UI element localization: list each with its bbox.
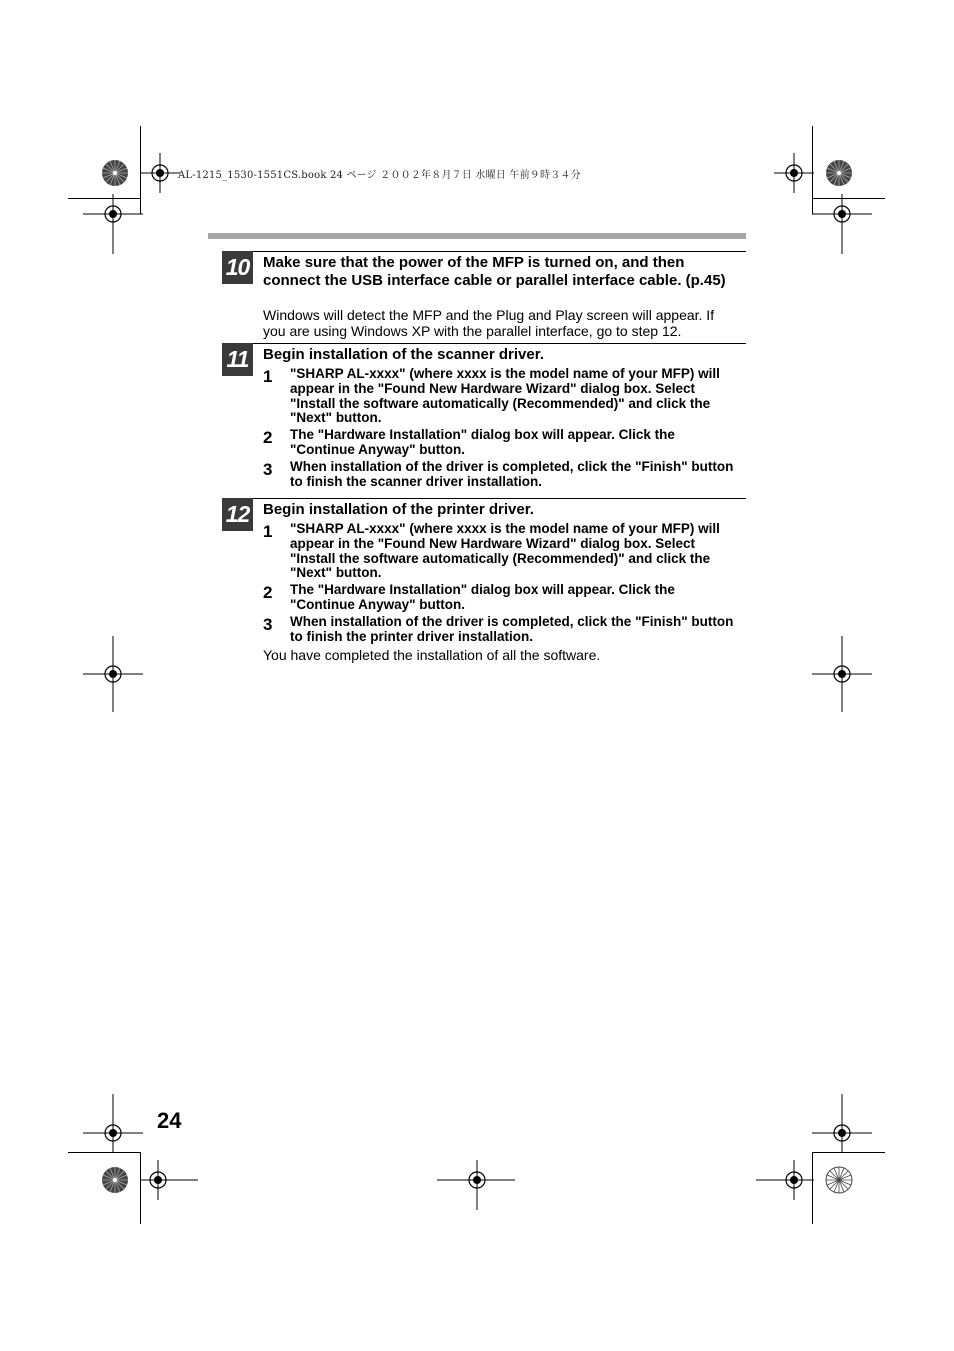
registration-mark-icon <box>437 1160 515 1210</box>
registration-mark-icon <box>774 153 814 193</box>
substep-text: "SHARP AL-xxxx" (where xxxx is the model name of your MFP) will appear in the "Found New Hardware Wizard" dialog box. Select "Install the software automatically (Recommended)" and click the "Next" button. <box>290 366 720 426</box>
starburst-target-icon <box>100 158 130 188</box>
step-rule <box>222 343 746 344</box>
registration-mark-icon <box>756 1160 814 1200</box>
step-number-badge: 10 <box>222 251 253 284</box>
step-body: Windows will detect the MFP and the Plug and Play screen will appear. If you are using Windows XP with the parallel interface, go to step 12. <box>263 307 715 339</box>
file-header-line: AL-1215_1530-1551CS.book 24 ページ ２００２年８月７日 水曜日 午前９時３４分 <box>178 170 581 181</box>
substep-number: 3 <box>263 615 273 634</box>
registration-mark-icon <box>812 1094 872 1152</box>
registration-mark-icon <box>812 194 872 254</box>
substep-number: 2 <box>263 428 273 447</box>
page-number: 24 <box>157 1108 182 1133</box>
substep-number: 1 <box>263 522 273 541</box>
substep-number: 1 <box>263 367 273 386</box>
registration-mark-icon <box>140 1160 198 1200</box>
step-number-badge: 12 <box>222 498 253 531</box>
crop-mark <box>813 1152 885 1153</box>
substep-number: 3 <box>263 460 273 479</box>
registration-mark-icon <box>83 1094 143 1152</box>
substep-number: 2 <box>263 583 273 602</box>
starburst-target-icon <box>100 1165 130 1195</box>
registration-mark-icon <box>140 153 180 193</box>
step-title: Begin installation of the printer driver. <box>263 501 534 518</box>
registration-mark-icon <box>83 636 143 712</box>
crop-mark <box>68 1152 140 1153</box>
completion-note: You have completed the installation of all the software. <box>263 647 601 663</box>
step-rule <box>222 498 746 499</box>
section-top-bar <box>208 233 746 239</box>
registration-mark-icon <box>812 636 872 712</box>
registration-mark-icon <box>83 194 143 254</box>
starburst-target-icon <box>824 1165 854 1195</box>
step-title: Begin installation of the scanner driver. <box>263 346 544 363</box>
substep-text: The "Hardware Installation" dialog box will appear. Click the "Continue Anyway" button. <box>290 582 675 612</box>
step-number-badge: 11 <box>222 343 253 376</box>
substep-text: When installation of the driver is completed, click the "Finish" button to finish the scanner driver installation. <box>290 459 734 489</box>
substep-text: When installation of the driver is completed, click the "Finish" button to finish the printer driver installation. <box>290 614 734 644</box>
step-rule <box>222 251 746 252</box>
starburst-target-icon <box>824 158 854 188</box>
substep-text: The "Hardware Installation" dialog box will appear. Click the "Continue Anyway" button. <box>290 427 675 457</box>
substep-text: "SHARP AL-xxxx" (where xxxx is the model name of your MFP) will appear in the "Found New Hardware Wizard" dialog box. Select "Install the software automatically (Recommended)" and click the "Next" button. <box>290 521 720 581</box>
step-title: Make sure that the power of the MFP is turned on, and then connect the USB interface cable or parallel interface cable. (p.45) <box>263 254 726 289</box>
